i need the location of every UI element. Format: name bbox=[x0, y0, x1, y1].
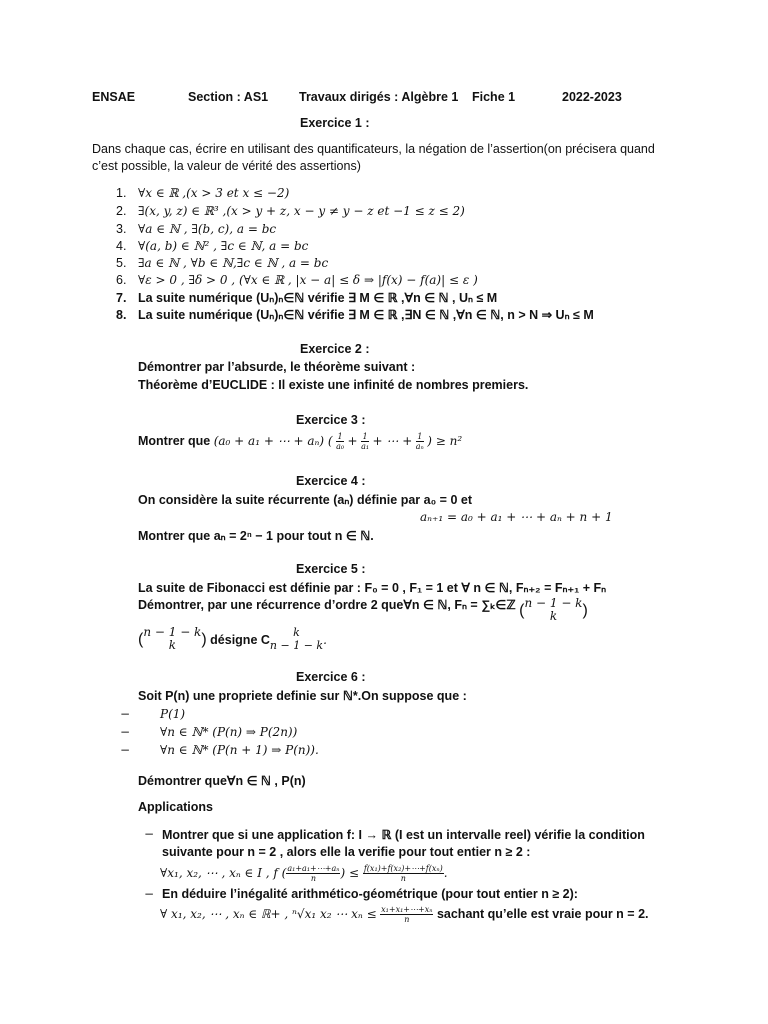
ex6-applications: Applications bbox=[138, 800, 214, 814]
ex6-bullet: − ∀n ∈ ℕ* (P(n + 1) ⇒ P(n)). bbox=[120, 743, 319, 757]
ex4-line3: Montrer que aₙ = 2ⁿ − 1 pour tout n ∈ ℕ. bbox=[138, 529, 374, 543]
ex6-app2-dash: − bbox=[144, 887, 155, 901]
ex1-title: Exercice 1 : bbox=[300, 116, 370, 130]
ex6-app1-line1: Montrer que si une application f: I → ℝ (I est un intervalle reel) vérifie la condition bbox=[162, 828, 645, 842]
ex6-title: Exercice 6 : bbox=[296, 670, 366, 684]
ex6-app1-dash: − bbox=[144, 827, 155, 841]
ex3-title: Exercice 3 : bbox=[296, 413, 366, 427]
header-sheet: Fiche 1 bbox=[472, 90, 516, 104]
ex2-title: Exercice 2 : bbox=[300, 342, 370, 356]
ex6-app2-line2: ∀ x₁, x₂, ⋯ , xₙ ∈ ℝ+ , ⁿ√x₁ x₂ ⋯ xₙ ≤ $\frac{\text{x₁+x₁+⋯+xₙ}}{n}$ sachant qu’elle est vraie pour n = 2. bbox=[160, 905, 649, 925]
ex4-line1: On considère la suite récurrente (aₙ) définie par a₀ = 0 et bbox=[138, 493, 472, 507]
ex1-item: 7. La suite numérique (Uₙ)ₙ∈ℕ vérifie ∃ M ∈ ℝ ,∀n ∈ ℕ , Uₙ ≤ M bbox=[116, 291, 498, 305]
ex5-title: Exercice 5 : bbox=[296, 562, 366, 576]
ex6-bullet: − ∀n ∈ ℕ* (P(n) ⇒ P(2n)) bbox=[120, 725, 298, 739]
ex1-item: 8. La suite numérique (Uₙ)ₙ∈ℕ vérifie ∃ M ∈ ℝ ,∃N ∈ ℕ ,∀n ∈ ℕ, n > N ⇒ Uₙ ≤ M bbox=[116, 308, 594, 322]
header-course: Travaux dirigés : Algèbre 1 bbox=[299, 90, 459, 104]
header-school: ENSAE bbox=[92, 90, 136, 104]
ex1-item: 1. ∀x ∈ ℝ ,(x > 3 et x ≤ −2) bbox=[116, 186, 290, 200]
ex1-item: 2. ∃(x, y, z) ∈ ℝ³ ,(x > y + z, x − y ≠ y − z et −1 ≤ z ≤ 2) bbox=[116, 204, 465, 218]
ex3-formula: Montrer que (a₀ + a₁ + ⋯ + aₙ) ( $\frac{1}{\text{a₀}}$ + $\frac{1}{\text{a₁}}$ + ⋯ + $\frac{1}{\text{aₙ}}$ ) ≥ n² bbox=[138, 432, 463, 452]
ex6-app1-line2: suivante pour n = 2 , alors elle la verifie pour tout entier n ≥ 2 : bbox=[162, 845, 531, 859]
ex2-line2: Théorème d’EUCLIDE : Il existe une infinité de nombres premiers. bbox=[138, 378, 529, 392]
ex1-item: 3. ∀a ∈ ℕ , ∃(b, c), a = bc bbox=[116, 222, 277, 236]
ex6-app2-line1: En déduire l’inégalité arithmético-géométrique (pour tout entier n ≥ 2): bbox=[162, 887, 578, 901]
ex6-conclude: Démontrer que∀n ∈ ℕ , P(n) bbox=[138, 774, 306, 788]
ex6-app1-line3: ∀x₁, x₂, ⋯ , xₙ ∈ I , f ( $\frac{\text{a₁+a₁+⋯+aₙ}}{n}$ ) ≤ $\frac{\text{f(x₁)+f(x₂)+⋯+f(xₙ)}}{n}$ . bbox=[160, 864, 448, 883]
header-year: 2022-2023 bbox=[562, 90, 622, 104]
ex5-line1: La suite de Fibonacci est définie par : F₀ = 0 , F₁ = 1 et ∀ n ∈ ℕ, Fₙ₊₂ = Fₙ₊₁ + Fₙ bbox=[138, 581, 607, 595]
ex5-line3: ( n − 1 − k k ) désigne C k n − 1 − k . bbox=[138, 625, 327, 652]
header-section: Section : AS1 bbox=[188, 90, 269, 104]
ex5-line2: Démontrer, par une récurrence d’ordre 2 que∀n ∈ ℕ, Fₙ = ∑ₖ∈ℤ ( n − 1 − k k ) bbox=[138, 596, 588, 623]
ex6-bullet: − P(1) bbox=[120, 707, 186, 721]
ex4-line2: aₙ₊₁ = a₀ + a₁ + ⋯ + aₙ + n + 1 bbox=[420, 510, 613, 524]
ex2-line1: Démontrer par l’absurde, le théorème suivant : bbox=[138, 360, 416, 374]
ex1-item: 6. ∀ε > 0 , ∃δ > 0 , (∀x ∈ ℝ , |x − a| ≤ δ ⇒ |f(x) − f(a)| ≤ ε ) bbox=[116, 273, 478, 287]
ex1-item: 4. ∀(a, b) ∈ ℕ² , ∃c ∈ ℕ, a = bc bbox=[116, 239, 309, 253]
ex4-title: Exercice 4 : bbox=[296, 474, 366, 488]
ex6-intro: Soit P(n) une propriete definie sur ℕ*.On suppose que : bbox=[138, 689, 467, 703]
ex1-item: 5. ∃a ∈ ℕ , ∀b ∈ ℕ,∃c ∈ ℕ , a = bc bbox=[116, 256, 329, 270]
ex1-intro-line2: c’est possible, la valeur de vérité des assertions) bbox=[92, 159, 361, 173]
ex1-intro-line1: Dans chaque cas, écrire en utilisant des quantificateurs, la négation de l’assertion(on précisera quand bbox=[92, 142, 655, 156]
